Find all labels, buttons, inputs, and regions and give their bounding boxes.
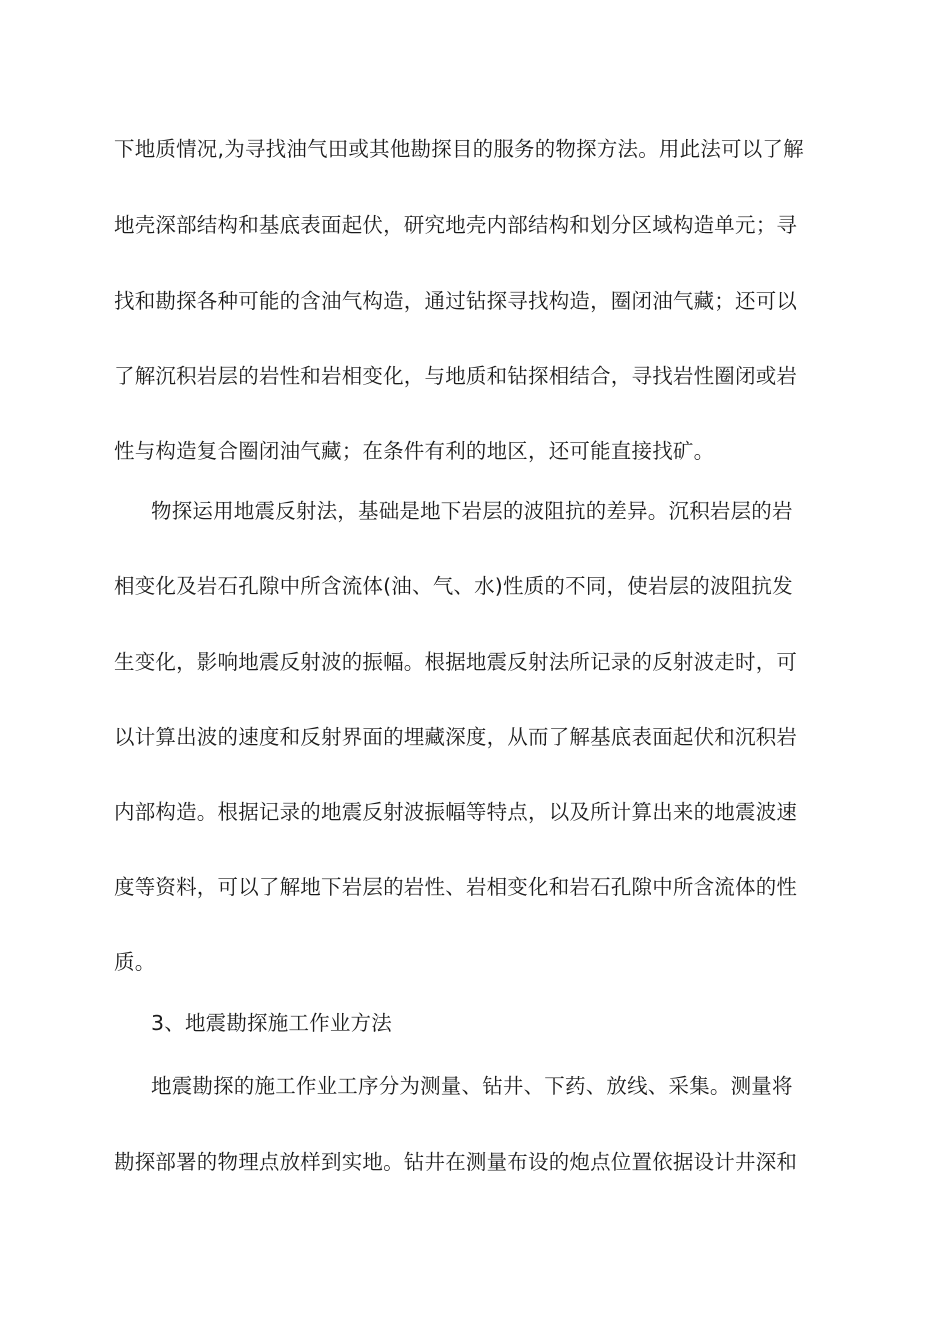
section-heading: 3、地震勘探施工作业方法 [151, 1011, 392, 1035]
paragraph-line: 质。 [114, 950, 156, 974]
paragraph-line: 了解沉积岩层的岩性和岩相变化，与地质和钻探相结合，寻找岩性圈闭或岩 [114, 364, 798, 388]
paragraph-line: 勘探部署的物理点放样到实地。钻井在测量布设的炮点位置依据设计井深和 [114, 1150, 798, 1174]
paragraph-line: 生变化，影响地震反射波的振幅。根据地震反射法所记录的反射波走时，可 [114, 650, 798, 674]
paragraph-line: 以计算出波的速度和反射界面的埋藏深度，从而了解基底表面起伏和沉积岩 [114, 725, 798, 749]
paragraph-line: 度等资料，可以了解地下岩层的岩性、岩相变化和岩石孔隙中所含流体的性 [114, 875, 798, 899]
paragraph-line: 下地质情况,为寻找油气田或其他勘探目的服务的物探方法。用此法可以了解 [114, 137, 804, 161]
paragraph-line: 相变化及岩石孔隙中所含流体(油、气、水)性质的不同，使岩层的波阻抗发 [114, 574, 793, 598]
paragraph-line: 内部构造。根据记录的地震反射波振幅等特点，以及所计算出来的地震波速 [114, 800, 798, 824]
paragraph-line: 物探运用地震反射法，基础是地下岩层的波阻抗的差异。沉积岩层的岩 [151, 499, 793, 523]
paragraph-line: 地壳深部结构和基底表面起伏，研究地壳内部结构和划分区域构造单元；寻 [114, 213, 798, 237]
paragraph-line: 性与构造复合圈闭油气藏；在条件有利的地区，还可能直接找矿。 [114, 439, 715, 463]
paragraph-line: 找和勘探各种可能的含油气构造，通过钻探寻找构造，圈闭油气藏；还可以 [114, 289, 798, 313]
paragraph-line: 地震勘探的施工作业工序分为测量、钻井、下药、放线、采集。测量将 [151, 1074, 793, 1098]
